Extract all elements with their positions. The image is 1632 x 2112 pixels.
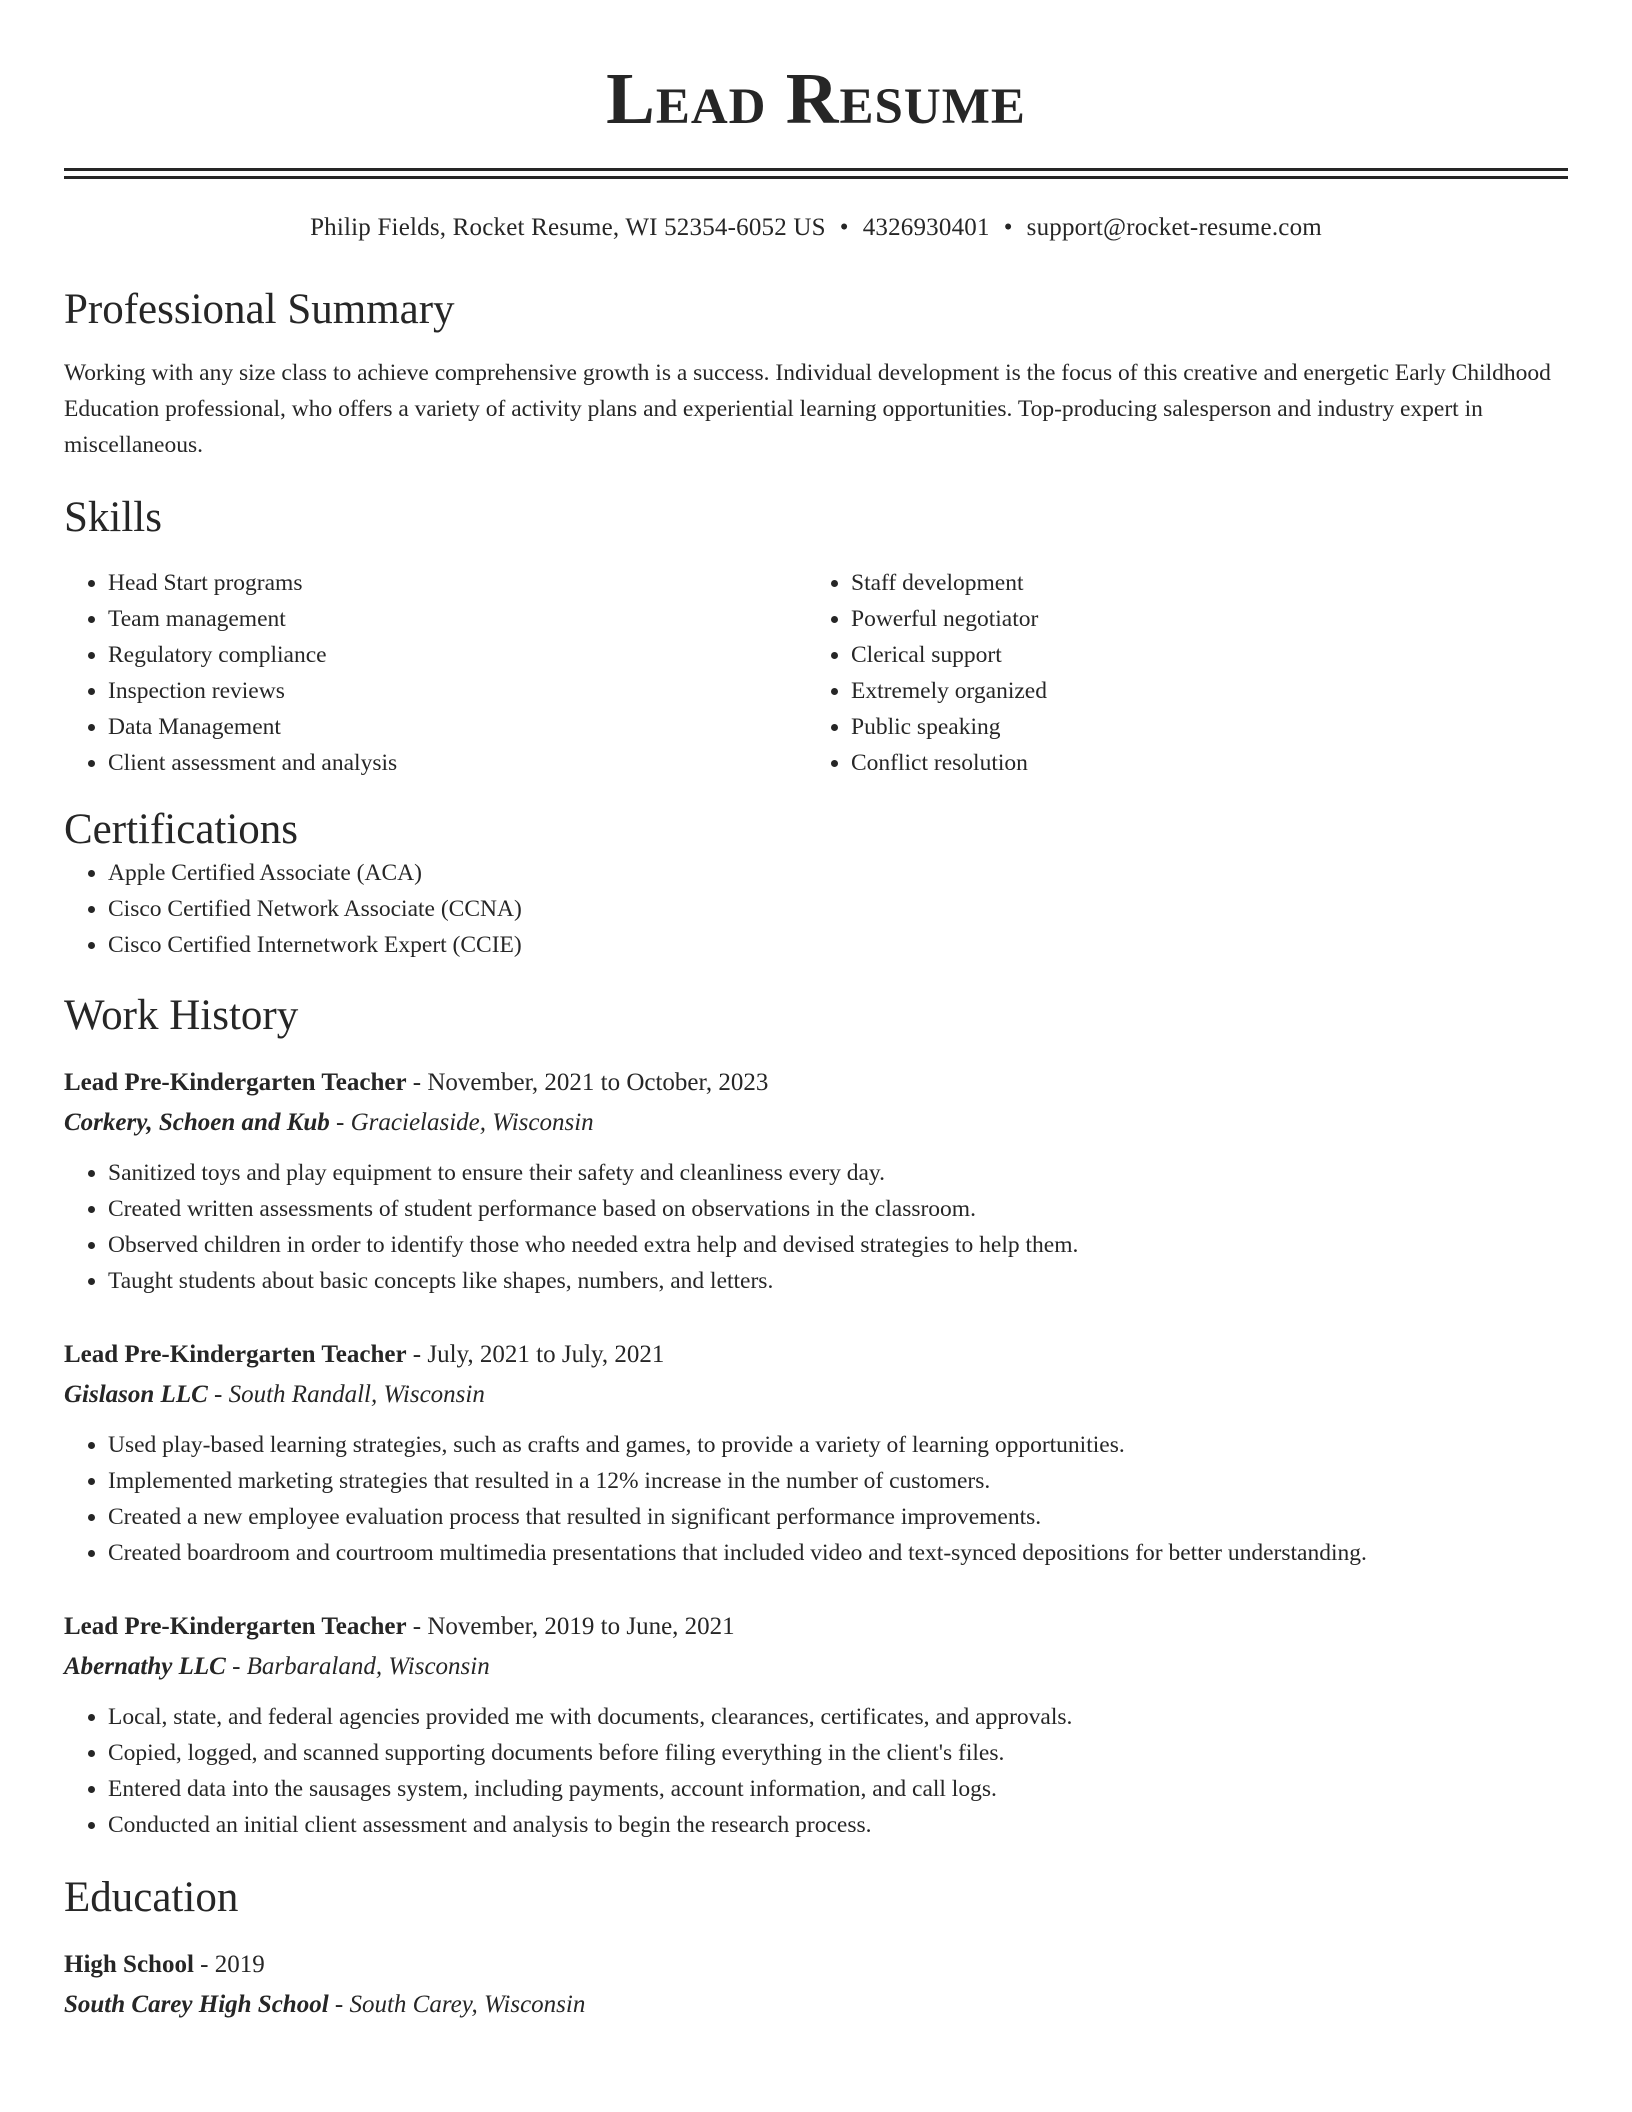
job-bullet: • Created written assessments of student performance based on observations in the classroom. [108, 1191, 1568, 1227]
education-heading: Education [64, 1874, 239, 1921]
job-company: Gislason LLC [64, 1381, 208, 1408]
skills-list-right [807, 565, 1550, 781]
job-location: Barbaraland, Wisconsin [246, 1653, 490, 1680]
job-title-line [64, 1063, 1568, 1103]
contact-address: Philip Fields, Rocket Resume, WI 52354-6052 US [310, 214, 826, 241]
contact-separator: • [839, 214, 849, 241]
title-rule-bottom [64, 176, 1568, 179]
job-bullet: • Created boardroom and courtroom multimedia presentations that included video and text-synced depositions for better understanding. [108, 1535, 1568, 1571]
education-location: South Carey, Wisconsin [349, 1991, 586, 2018]
job-entry [64, 1063, 1568, 1299]
job-dash: - [406, 1613, 428, 1640]
skill-item: • Clerical support [851, 637, 1550, 673]
job-dash: - [225, 1653, 247, 1680]
job-location: South Randall, Wisconsin [228, 1381, 485, 1408]
education-degree: High School [64, 1951, 194, 1978]
job-bullet: • Local, state, and federal agencies provided me with documents, clearances, certificates, and approvals. [108, 1699, 1568, 1735]
skill-item: • Head Start programs [108, 565, 807, 601]
work-history-heading: Work History [64, 992, 299, 1039]
skills-grid [64, 565, 1568, 781]
job-entry [64, 1335, 1568, 1571]
skill-item: • Team management [108, 601, 807, 637]
contact-line [64, 213, 1568, 243]
job-dates: November, 2021 to October, 2023 [427, 1069, 769, 1096]
skill-item: • Public speaking [851, 709, 1550, 745]
job-company: Abernathy LLC [64, 1653, 226, 1680]
job-bullet: • Conducted an initial client assessment and analysis to begin the research process. [108, 1807, 1568, 1843]
education-degree-line [64, 1945, 1568, 1985]
job-bullet: • Observed children in order to identify those who needed extra help and devised strategies to help them. [108, 1227, 1568, 1263]
education-school: South Carey High School [64, 1991, 329, 2018]
resume-title: Lead Resume [606, 58, 1026, 139]
job-dates: July, 2021 to July, 2021 [427, 1341, 665, 1368]
skills-list-left [64, 565, 807, 781]
education-entry [64, 1945, 1568, 2025]
education-year: 2019 [214, 1951, 265, 1978]
skill-item: • Conflict resolution [851, 745, 1550, 781]
contact-email: support@rocket-resume.com [1026, 214, 1322, 241]
skill-item: • Staff development [851, 565, 1550, 601]
education-school-line [64, 1985, 1568, 2025]
job-bullet: • Copied, logged, and scanned supporting documents before filing everything in the client's files. [108, 1735, 1568, 1771]
skills-heading: Skills [64, 494, 162, 541]
job-dash: - [406, 1069, 428, 1096]
skills-column-left [64, 565, 807, 781]
job-company-line [64, 1647, 1568, 1687]
job-entry [64, 1607, 1568, 1843]
contact-separator: • [1003, 214, 1013, 241]
job-bullet: • Used play-based learning strategies, such as crafts and games, to provide a variety of learning opportunities. [108, 1427, 1568, 1463]
certification-item: • Apple Certified Associate (ACA) [108, 855, 1568, 891]
job-bullets [64, 1427, 1568, 1571]
certifications-heading: Certifications [64, 806, 299, 853]
certification-item: • Cisco Certified Internetwork Expert (CCIE) [108, 927, 1568, 963]
summary-heading: Professional Summary [64, 286, 455, 333]
skill-item: • Inspection reviews [108, 673, 807, 709]
job-dash: - [406, 1341, 428, 1368]
title-rule-top [64, 168, 1568, 171]
certifications-list [64, 855, 1568, 963]
job-bullets [64, 1699, 1568, 1843]
job-company-line [64, 1103, 1568, 1143]
skill-item: • Data Management [108, 709, 807, 745]
job-bullets [64, 1155, 1568, 1299]
job-title: Lead Pre-Kindergarten Teacher [64, 1341, 407, 1368]
summary-text: Working with any size class to achieve comprehensive growth is a success. Individual development is the focus of this creative and energetic Early Childhood Education professional, who offers a variety of activity plans and experiential learning opportunities. Top-producing salesperson and industry expert in miscellaneous. [64, 360, 1551, 458]
certification-item: • Cisco Certified Network Associate (CCNA) [108, 891, 1568, 927]
job-dash: - [329, 1109, 351, 1136]
job-title-line [64, 1607, 1568, 1647]
job-dates: November, 2019 to June, 2021 [427, 1613, 735, 1640]
job-bullet: • Entered data into the sausages system, including payments, account information, and call logs. [108, 1771, 1568, 1807]
job-company-line [64, 1375, 1568, 1415]
job-dash: - [207, 1381, 229, 1408]
job-bullet: • Created a new employee evaluation process that resulted in significant performance improvements. [108, 1499, 1568, 1535]
education-dash: - [328, 1991, 350, 2018]
job-title: Lead Pre-Kindergarten Teacher [64, 1069, 407, 1096]
job-location: Gracielaside, Wisconsin [350, 1109, 594, 1136]
job-company: Corkery, Schoen and Kub [64, 1109, 330, 1136]
education-dash: - [193, 1951, 215, 1978]
skill-item: • Regulatory compliance [108, 637, 807, 673]
job-title-line [64, 1335, 1568, 1375]
skill-item: • Powerful negotiator [851, 601, 1550, 637]
job-bullet: • Taught students about basic concepts like shapes, numbers, and letters. [108, 1263, 1568, 1299]
job-title: Lead Pre-Kindergarten Teacher [64, 1613, 407, 1640]
job-bullet: • Sanitized toys and play equipment to ensure their safety and cleanliness every day. [108, 1155, 1568, 1191]
skills-column-right [807, 565, 1550, 781]
skill-item: • Extremely organized [851, 673, 1550, 709]
job-bullet: • Implemented marketing strategies that resulted in a 12% increase in the number of customers. [108, 1463, 1568, 1499]
contact-phone: 4326930401 [862, 214, 990, 241]
skill-item: • Client assessment and analysis [108, 745, 807, 781]
